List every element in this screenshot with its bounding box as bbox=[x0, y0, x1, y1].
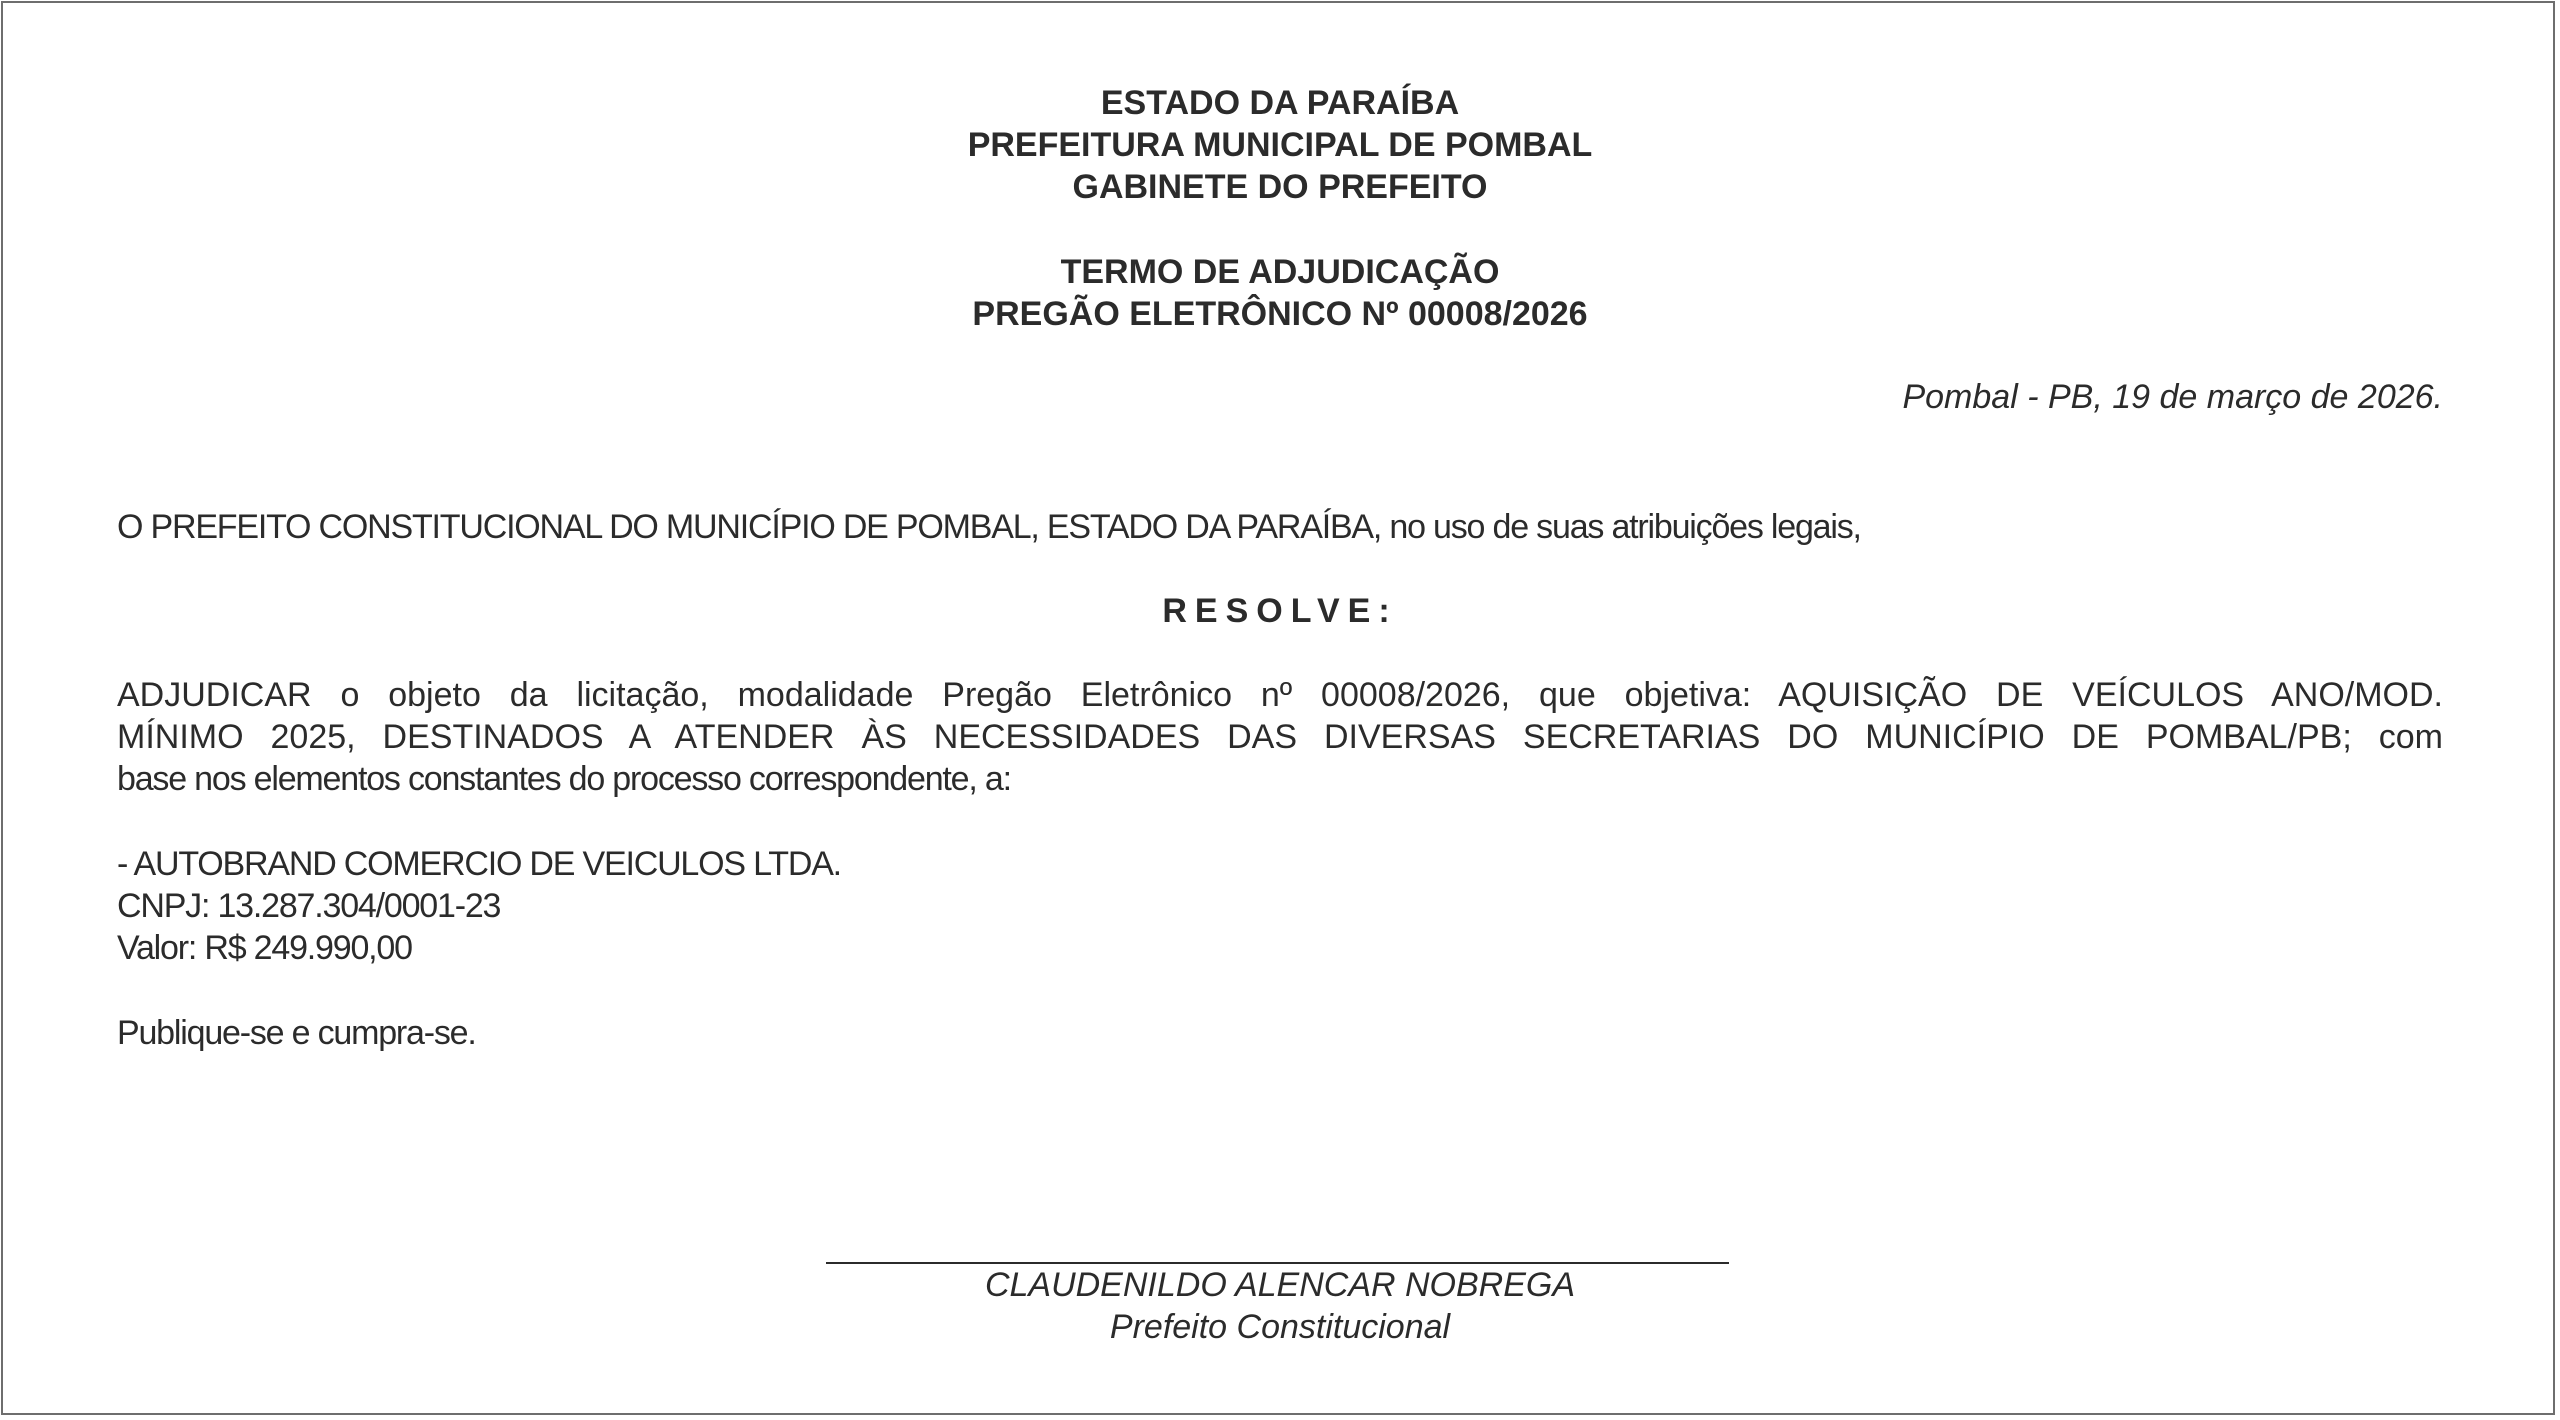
header-office: GABINETE DO PREFEITO bbox=[1072, 168, 1488, 206]
signatory-role: Prefeito Constitucional bbox=[1109, 1308, 1451, 1346]
supplier-block bbox=[117, 843, 841, 969]
date-line: Pombal - PB, 19 de março de 2026. bbox=[1902, 378, 2443, 416]
title-procurement: PREGÃO ELETRÔNICO Nº 00008/2026 bbox=[972, 295, 1588, 333]
header-municipality: PREFEITURA MUNICIPAL DE POMBAL bbox=[967, 126, 1593, 164]
supplier-name: - AUTOBRAND COMERCIO DE VEICULOS LTDA. bbox=[117, 845, 841, 883]
supplier-value: Valor: R$ 249.990,00 bbox=[117, 929, 412, 967]
adjudication-paragraph bbox=[117, 674, 2443, 800]
document-title bbox=[0, 251, 2560, 335]
adjudication-line-1: ADJUDICAR o objeto da licitação, modalidade Pregão Eletrônico nº 00008/2026, que objetiva: AQUISIÇÃO DE VEÍCULOS ANO/MOD. bbox=[117, 676, 2443, 714]
title-term: TERMO DE ADJUDICAÇÃO bbox=[1060, 253, 1500, 291]
document-header bbox=[0, 82, 2560, 208]
signature-block bbox=[0, 1264, 2560, 1348]
supplier-cnpj: CNPJ: 13.287.304/0001-23 bbox=[117, 887, 501, 925]
adjudication-line-2: MÍNIMO 2025, DESTINADOS A ATENDER ÀS NECESSIDADES DAS DIVERSAS SECRETARIAS DO MUNICÍPIO DE POMBAL/PB; com bbox=[117, 718, 2443, 756]
adjudication-line-3: base nos elementos constantes do processo correspondente, a: bbox=[117, 760, 1011, 798]
closing-statement: Publique-se e cumpra-se. bbox=[117, 1014, 476, 1052]
intro-paragraph: O PREFEITO CONSTITUCIONAL DO MUNICÍPIO DE POMBAL, ESTADO DA PARAÍBA, no uso de suas atribuições legais, bbox=[117, 508, 1861, 546]
signatory-name: CLAUDENILDO ALENCAR NOBREGA bbox=[984, 1266, 1576, 1304]
resolve-heading: RESOLVE: bbox=[1162, 592, 1398, 630]
header-state: ESTADO DA PARAÍBA bbox=[1100, 84, 1460, 122]
